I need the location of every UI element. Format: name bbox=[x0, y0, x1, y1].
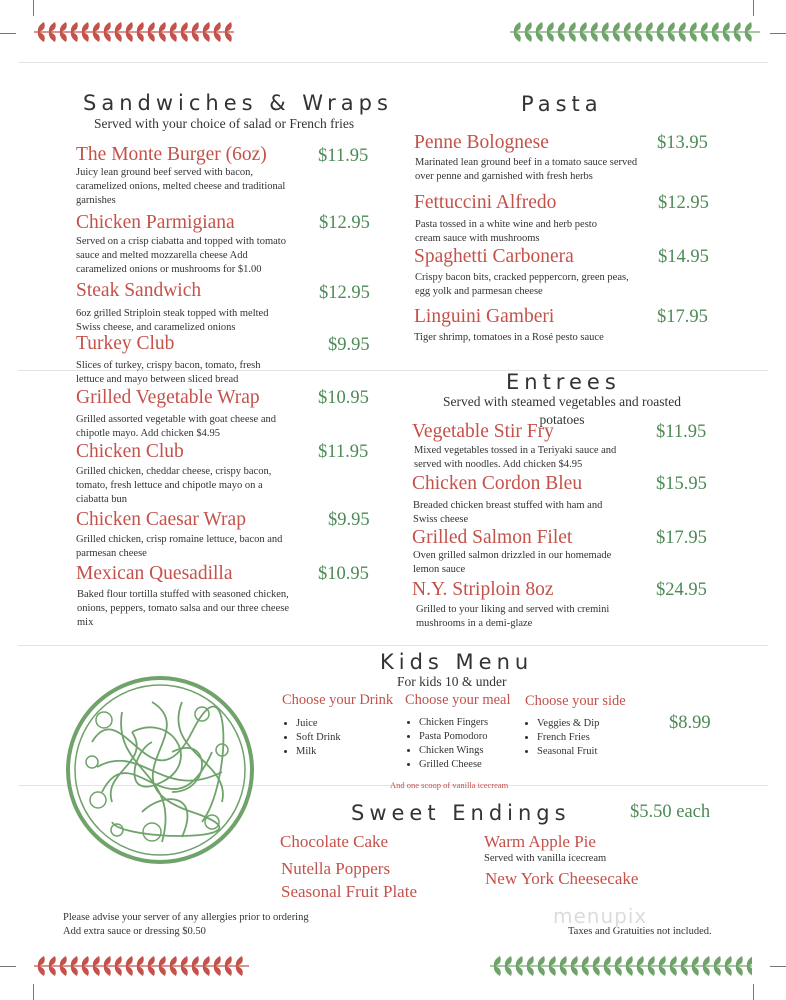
leaf-icon bbox=[582, 956, 589, 966]
leaf-icon bbox=[703, 956, 710, 966]
leaf-icon bbox=[71, 956, 78, 966]
item-description: Pasta tossed in a white wine and herb pesto cream sauce with mushrooms bbox=[415, 219, 597, 244]
leaf-icon bbox=[558, 22, 565, 32]
crop-mark bbox=[0, 966, 16, 967]
item-price: $10.95 bbox=[318, 564, 369, 584]
leaf-icon bbox=[170, 956, 177, 966]
leaf-icon bbox=[745, 32, 752, 42]
leaf-icon bbox=[558, 32, 565, 42]
item-description: Grilled to your liking and served with cremini mushrooms in a demi-glaze bbox=[416, 604, 610, 629]
leaf-icon bbox=[126, 956, 133, 966]
leaf-icon bbox=[657, 22, 664, 32]
leaf-icon bbox=[181, 32, 188, 42]
item-name: Penne Bolognese bbox=[414, 132, 549, 153]
leaf-icon bbox=[569, 22, 576, 32]
kids-meal-label: Choose your meal bbox=[405, 692, 511, 708]
leaf-icon bbox=[725, 966, 732, 976]
sweet-price: $5.50 each bbox=[630, 802, 711, 822]
leaf-icon bbox=[49, 22, 56, 32]
leaf-icon bbox=[104, 32, 111, 42]
sandwiches-subtitle: Served with your choice of salad or French fries bbox=[94, 116, 355, 131]
leaf-icon bbox=[701, 32, 708, 42]
leaf-icon bbox=[203, 22, 210, 32]
leaf-icon bbox=[148, 966, 155, 976]
leaf-icon bbox=[580, 32, 587, 42]
leaf-icon bbox=[547, 32, 554, 42]
leaf-icon bbox=[203, 966, 210, 976]
leaf-icon bbox=[659, 966, 666, 976]
leaf-icon bbox=[104, 956, 111, 966]
entrees-heading: Entrees bbox=[506, 370, 621, 394]
leaf-icon bbox=[659, 956, 666, 966]
kids-price: $8.99 bbox=[669, 713, 711, 733]
crop-mark bbox=[770, 966, 786, 967]
leaf-icon bbox=[723, 32, 730, 42]
leaf-icon bbox=[159, 966, 166, 976]
divider bbox=[18, 645, 768, 646]
list-item: • Chicken Fingers bbox=[419, 716, 488, 730]
leaf-icon bbox=[626, 956, 633, 966]
kids-heading: Kids Menu bbox=[380, 650, 534, 674]
leaf-icon bbox=[525, 32, 532, 42]
kids-side-label: Choose your side bbox=[525, 693, 626, 709]
leaf-icon bbox=[82, 966, 89, 976]
item-name: The Monte Burger (6oz) bbox=[76, 144, 267, 165]
leaf-icon bbox=[148, 32, 155, 42]
leaf-icon bbox=[236, 966, 243, 976]
leaf-icon bbox=[538, 956, 545, 966]
leaf-icon bbox=[71, 32, 78, 42]
leaf-icon bbox=[725, 956, 732, 966]
item-price: $9.95 bbox=[328, 510, 370, 530]
leaf-icon bbox=[668, 22, 675, 32]
item-description: Juicy lean ground beef served with bacon, caramelized onions, melted cheese and traditional garnishes bbox=[76, 167, 286, 206]
list-item: • Soft Drink bbox=[296, 731, 341, 745]
leaf-icon bbox=[225, 966, 232, 976]
item-name: Steak Sandwich bbox=[76, 280, 202, 301]
leaf-icon bbox=[646, 32, 653, 42]
leaf-icon bbox=[648, 966, 655, 976]
list-item: • Pasta Pomodoro bbox=[419, 730, 488, 744]
item-price: $17.95 bbox=[656, 528, 707, 548]
leaf-icon bbox=[714, 956, 721, 966]
item-description: Tiger shrimp, tomatoes in a Rosé pesto sauce bbox=[414, 332, 604, 343]
dessert-name: New York Cheesecake bbox=[485, 869, 639, 888]
leaf-icon bbox=[547, 22, 554, 32]
leaf-icon bbox=[49, 32, 56, 42]
crop-mark bbox=[33, 984, 34, 1000]
leaf-icon bbox=[82, 22, 89, 32]
leaf-icon bbox=[525, 22, 532, 32]
leaf-icon bbox=[115, 32, 122, 42]
leaf-icon bbox=[657, 32, 664, 42]
crop-mark bbox=[753, 984, 754, 1000]
leaf-icon bbox=[225, 32, 232, 42]
leaf-border-bottom-right bbox=[490, 954, 752, 978]
leaf-icon bbox=[591, 22, 598, 32]
leaf-icon bbox=[745, 22, 752, 32]
item-price: $13.95 bbox=[657, 133, 708, 153]
crop-mark bbox=[0, 33, 16, 34]
list-item: • Milk bbox=[296, 745, 341, 759]
leaf-icon bbox=[527, 966, 534, 976]
leaf-icon bbox=[170, 966, 177, 976]
leaf-icon bbox=[505, 966, 512, 976]
leaf-icon bbox=[93, 956, 100, 966]
dessert-name: Warm Apple Pie bbox=[484, 832, 596, 851]
item-price: $11.95 bbox=[318, 146, 369, 166]
leaf-icon bbox=[615, 966, 622, 976]
leaf-icon bbox=[569, 32, 576, 42]
leaf-icon bbox=[602, 22, 609, 32]
item-name: Grilled Vegetable Wrap bbox=[76, 387, 260, 408]
kids-meal-list bbox=[403, 716, 488, 772]
leaf-icon bbox=[192, 22, 199, 32]
item-price: $9.95 bbox=[328, 335, 370, 355]
item-price: $14.95 bbox=[658, 247, 709, 267]
leaf-icon bbox=[236, 956, 243, 966]
leaf-icon bbox=[679, 32, 686, 42]
leaf-icon bbox=[159, 32, 166, 42]
item-price: $11.95 bbox=[318, 442, 369, 462]
leaf-icon bbox=[736, 966, 743, 976]
leaf-icon bbox=[536, 22, 543, 32]
leaf-icon bbox=[747, 966, 752, 976]
leaf-border-bottom-left bbox=[34, 954, 249, 978]
leaf-icon bbox=[148, 956, 155, 966]
leaf-icon bbox=[137, 956, 144, 966]
item-description: Marinated lean ground beef in a tomato sauce served over penne and garnished with fresh herbs bbox=[415, 157, 638, 182]
leaf-icon bbox=[514, 22, 521, 32]
leaf-icon bbox=[505, 956, 512, 966]
list-item: • Chicken Wings bbox=[419, 744, 488, 758]
leaf-icon bbox=[615, 956, 622, 966]
leaf-icon bbox=[38, 956, 45, 966]
leaf-icon bbox=[137, 22, 144, 32]
leaf-icon bbox=[181, 22, 188, 32]
leaf-icon bbox=[82, 32, 89, 42]
leaf-icon bbox=[637, 966, 644, 976]
leaf-icon bbox=[126, 32, 133, 42]
leaf-icon bbox=[115, 966, 122, 976]
leaf-icon bbox=[637, 956, 644, 966]
sweet-heading: Sweet Endings bbox=[351, 801, 571, 825]
item-description: Baked flour tortilla stuffed with seasoned chicken, onions, peppers, tomato salsa and our three cheese mix bbox=[77, 589, 289, 628]
leaf-border-top-left bbox=[34, 20, 234, 44]
leaf-icon bbox=[635, 32, 642, 42]
list-item: • French Fries bbox=[537, 731, 599, 745]
leaf-icon bbox=[192, 32, 199, 42]
leaf-icon bbox=[494, 966, 501, 976]
leaf-icon bbox=[170, 32, 177, 42]
leaf-icon bbox=[38, 22, 45, 32]
leaf-icon bbox=[712, 22, 719, 32]
leaf-icon bbox=[126, 966, 133, 976]
leaf-icon bbox=[214, 32, 221, 42]
leaf-icon bbox=[104, 966, 111, 976]
leaf-icon bbox=[49, 956, 56, 966]
leaf-icon bbox=[71, 22, 78, 32]
item-name: Spaghetti Carbonera bbox=[414, 246, 574, 267]
crop-mark bbox=[753, 0, 754, 16]
crop-mark bbox=[33, 0, 34, 16]
leaf-icon bbox=[115, 22, 122, 32]
leaf-icon bbox=[668, 32, 675, 42]
leaf-border-top-right bbox=[510, 20, 760, 44]
leaf-icon bbox=[60, 966, 67, 976]
item-price: $15.95 bbox=[656, 474, 707, 494]
leaf-icon bbox=[549, 966, 556, 976]
leaf-icon bbox=[602, 32, 609, 42]
leaf-icon bbox=[571, 966, 578, 976]
item-name: Turkey Club bbox=[76, 333, 175, 354]
leaf-icon bbox=[192, 966, 199, 976]
crop-mark bbox=[770, 33, 786, 34]
item-description: Crispy bacon bits, cracked peppercorn, green peas, egg yolk and parmesan cheese bbox=[415, 272, 629, 297]
leaf-icon bbox=[159, 956, 166, 966]
leaf-icon bbox=[648, 956, 655, 966]
extra-sauce-note: Add extra sauce or dressing $0.50 bbox=[63, 926, 206, 937]
leaf-icon bbox=[604, 956, 611, 966]
item-price: $17.95 bbox=[657, 307, 708, 327]
pasta-bowl-illustration bbox=[62, 672, 258, 868]
leaf-icon bbox=[516, 966, 523, 976]
leaf-icon bbox=[681, 966, 688, 976]
leaf-icon bbox=[181, 956, 188, 966]
leaf-icon bbox=[624, 32, 631, 42]
leaf-icon bbox=[60, 32, 67, 42]
leaf-icon bbox=[626, 966, 633, 976]
kids-side-list bbox=[521, 717, 599, 759]
item-description: Breaded chicken breast stuffed with ham and Swiss cheese bbox=[413, 500, 603, 525]
item-description: Grilled chicken, crisp romaine lettuce, bacon and parmesan cheese bbox=[76, 534, 283, 559]
leaf-icon bbox=[181, 966, 188, 976]
leaf-icon bbox=[670, 966, 677, 976]
leaf-icon bbox=[692, 956, 699, 966]
divider bbox=[18, 62, 768, 63]
leaf-icon bbox=[703, 966, 710, 976]
leaf-icon bbox=[747, 956, 752, 966]
leaf-icon bbox=[203, 956, 210, 966]
leaf-icon bbox=[690, 22, 697, 32]
leaf-icon bbox=[126, 22, 133, 32]
leaf-icon bbox=[93, 22, 100, 32]
leaf-icon bbox=[714, 966, 721, 976]
leaf-icon bbox=[214, 22, 221, 32]
leaf-icon bbox=[736, 956, 743, 966]
item-name: Fettuccini Alfredo bbox=[414, 192, 557, 213]
leaf-icon bbox=[192, 956, 199, 966]
leaf-icon bbox=[723, 22, 730, 32]
list-item: • Grilled Cheese bbox=[419, 758, 488, 772]
leaf-icon bbox=[701, 22, 708, 32]
leaf-icon bbox=[681, 956, 688, 966]
pasta-heading: Pasta bbox=[521, 92, 603, 116]
leaf-icon bbox=[560, 956, 567, 966]
item-price: $12.95 bbox=[319, 283, 370, 303]
leaf-icon bbox=[159, 22, 166, 32]
leaf-icon bbox=[93, 966, 100, 976]
leaf-icon bbox=[734, 32, 741, 42]
leaf-icon bbox=[516, 956, 523, 966]
dessert-name: Seasonal Fruit Plate bbox=[281, 882, 417, 901]
dessert-name: Chocolate Cake bbox=[280, 832, 389, 851]
item-name: Chicken Parmigiana bbox=[76, 212, 235, 233]
sandwiches-heading: Sandwiches & Wraps bbox=[83, 91, 393, 115]
leaf-icon bbox=[137, 32, 144, 42]
leaf-icon bbox=[604, 966, 611, 976]
leaf-icon bbox=[646, 22, 653, 32]
leaf-icon bbox=[734, 22, 741, 32]
allergy-note: Please advise your server of any allergies prior to ordering bbox=[63, 912, 309, 923]
leaf-icon bbox=[115, 956, 122, 966]
leaf-icon bbox=[593, 956, 600, 966]
leaf-icon bbox=[225, 956, 232, 966]
leaf-icon bbox=[203, 32, 210, 42]
item-description: Served on a crisp ciabatta and topped with tomato sauce and melted mozzarella cheese Add caramelized onions or mushrooms for $1.00 bbox=[76, 236, 286, 275]
leaf-icon bbox=[593, 966, 600, 976]
item-price: $12.95 bbox=[319, 213, 370, 233]
leaf-icon bbox=[82, 956, 89, 966]
entrees-subtitle: Served with steamed vegetables and roasted potatoes bbox=[442, 394, 682, 427]
item-name: Grilled Salmon Filet bbox=[412, 527, 573, 548]
leaf-icon bbox=[635, 22, 642, 32]
leaf-icon bbox=[214, 966, 221, 976]
item-name: Linguini Gamberi bbox=[414, 306, 555, 327]
taxes-note: Taxes and Gratuities not included. bbox=[568, 926, 712, 937]
item-price: $12.95 bbox=[658, 193, 709, 213]
item-price: $11.95 bbox=[656, 422, 707, 442]
leaf-icon bbox=[560, 966, 567, 976]
dessert-description: Served with vanilla icecream bbox=[484, 853, 607, 864]
item-price: $24.95 bbox=[656, 580, 707, 600]
leaf-icon bbox=[582, 966, 589, 976]
kids-drink-label: Choose your Drink bbox=[282, 692, 394, 708]
leaf-icon bbox=[613, 22, 620, 32]
leaf-icon bbox=[692, 966, 699, 976]
leaf-icon bbox=[580, 22, 587, 32]
leaf-icon bbox=[538, 966, 545, 976]
item-description: Slices of turkey, crispy bacon, tomato, fresh lettuce and mayo between sliced bread bbox=[76, 360, 261, 385]
leaf-icon bbox=[591, 32, 598, 42]
item-name: Chicken Club bbox=[76, 441, 184, 462]
item-description: Oven grilled salmon drizzled in our homemade lemon sauce bbox=[413, 550, 612, 575]
item-name: Chicken Cordon Bleu bbox=[412, 473, 583, 494]
leaf-icon bbox=[148, 22, 155, 32]
leaf-icon bbox=[712, 32, 719, 42]
leaf-icon bbox=[613, 32, 620, 42]
item-name: Chicken Caesar Wrap bbox=[76, 509, 246, 530]
item-name: N.Y. Striploin 8oz bbox=[412, 579, 554, 600]
leaf-icon bbox=[38, 32, 45, 42]
list-item: • Seasonal Fruit bbox=[537, 745, 599, 759]
list-item: • Veggies & Dip bbox=[537, 717, 599, 731]
leaf-icon bbox=[214, 956, 221, 966]
leaf-icon bbox=[60, 956, 67, 966]
leaf-icon bbox=[104, 22, 111, 32]
leaf-icon bbox=[38, 966, 45, 976]
dessert-name: Nutella Poppers bbox=[281, 859, 391, 878]
leaf-icon bbox=[624, 22, 631, 32]
kids-subtitle: For kids 10 & under bbox=[397, 674, 507, 689]
item-description: Mixed vegetables tossed in a Teriyaki sauce and served with noodles. Add chicken $4.95 bbox=[414, 445, 617, 470]
leaf-icon bbox=[170, 22, 177, 32]
item-description: 6oz grilled Striploin steak topped with melted Swiss cheese, and caramelized onions bbox=[76, 308, 269, 333]
item-description: Grilled chicken, cheddar cheese, crispy bacon, tomato, fresh lettuce and chipotle mayo on a ciabatta bun bbox=[76, 466, 272, 505]
leaf-icon bbox=[137, 966, 144, 976]
item-description: Grilled assorted vegetable with goat cheese and chipotle mayo. Add chicken $4.95 bbox=[76, 414, 277, 439]
item-name: Vegetable Stir Fry bbox=[412, 421, 554, 442]
kids-note: And one scoop of vanilla icecream bbox=[390, 780, 509, 790]
leaf-icon bbox=[549, 956, 556, 966]
leaf-icon bbox=[690, 32, 697, 42]
leaf-icon bbox=[93, 32, 100, 42]
leaf-icon bbox=[527, 956, 534, 966]
leaf-icon bbox=[514, 32, 521, 42]
leaf-icon bbox=[49, 966, 56, 976]
leaf-icon bbox=[571, 956, 578, 966]
item-name: Mexican Quesadilla bbox=[76, 563, 233, 584]
leaf-icon bbox=[60, 22, 67, 32]
leaf-icon bbox=[225, 22, 232, 32]
item-price: $10.95 bbox=[318, 388, 369, 408]
leaf-icon bbox=[536, 32, 543, 42]
leaf-icon bbox=[494, 956, 501, 966]
watermark: menupix bbox=[553, 904, 648, 928]
leaf-icon bbox=[670, 956, 677, 966]
leaf-icon bbox=[679, 22, 686, 32]
list-item: • Juice bbox=[296, 717, 341, 731]
kids-drink-list bbox=[280, 717, 341, 759]
leaf-icon bbox=[71, 966, 78, 976]
